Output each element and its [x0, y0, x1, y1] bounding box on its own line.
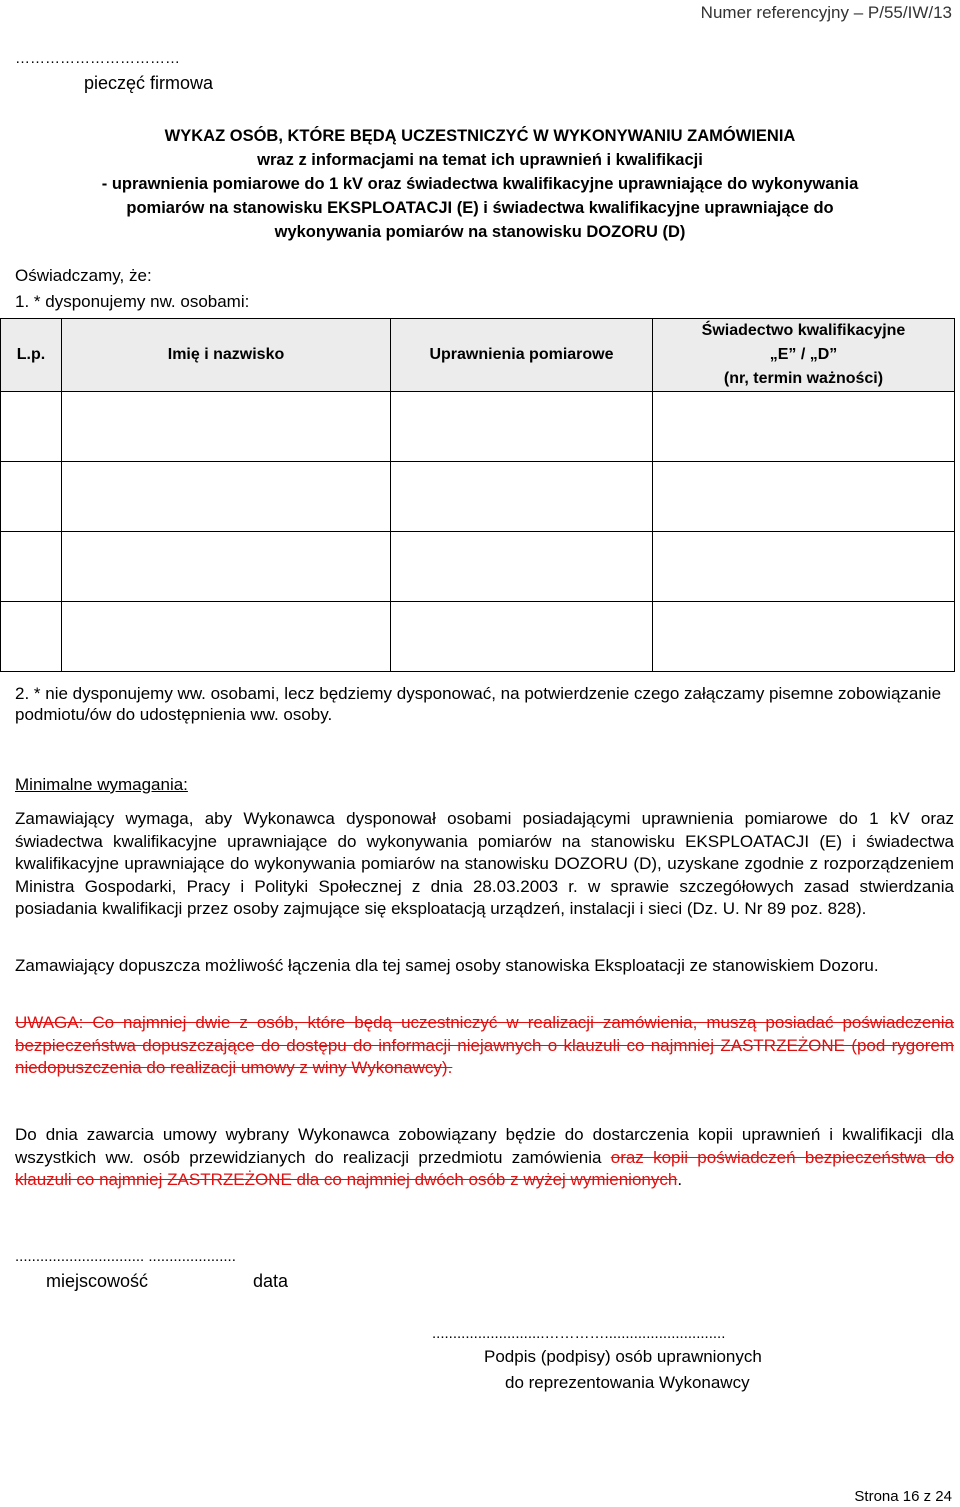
title-line-5: wykonywania pomiarów na stanowisku DOZORU (D) [274, 223, 686, 241]
signature-dots: ...........................…………............................. [432, 1325, 726, 1342]
place-label: miejscowość [46, 1271, 149, 1291]
requirements-paragraph-2: Zamawiający dopuszcza możliwość łączenia dla tej samej osoby stanowiska Eksploatacji ze stanowiskiem Dozoru. [15, 956, 879, 975]
table-row [1, 392, 955, 462]
table-row [1, 602, 955, 672]
cell-certificate[interactable] [653, 532, 955, 602]
requirements-paragraph-1: Zamawiający wymaga, aby Wykonawca dysponował osobami posiadającymi uprawnienia pomiarowe do 1 kV oraz świadectwa kwalifikacyjne uprawniające do wykonywania pomiarów na stanowisku EKSPLOATACJI (E) i świadectwa kwalifikacyjne uprawniające do wykonywania pomiarów na stanowisku DOZORU (D), uzyskane zgodnie z rozporządzeniem Ministra Gospodarki, Pracy i Polityki Społecznej z dnia 28.03.2003 r. w sprawie szczegółowych zasad stwierdzania posiadania kwalifikacji przez osoby zajmujące się eksploatacją urządzeń, instalacji i sieci (Dz. U. Nr 89 poz. 828). [15, 809, 954, 918]
declaration-intro: Oświadczamy, że: [15, 266, 152, 285]
title-line-4: pomiarów na stanowisku EKSPLOATACJI (E) i świadectwa kwalifikacyjne uprawniające do [126, 199, 834, 217]
table-header-row [1, 319, 955, 392]
header-certificate-line-3: (nr, termin ważności) [723, 370, 884, 387]
declaration-item-2: 2. * nie dysponujemy ww. osobami, lecz będziemy dysponować, na potwierdzenie czego załączamy pisemne zobowiązanie podmiotu/ów do udostępnienia ww. osoby. [15, 684, 942, 724]
cell-lp[interactable] [1, 602, 62, 672]
cell-name[interactable] [62, 602, 391, 672]
stamp-label: pieczęć firmowa [84, 73, 214, 93]
header-certificate-line-2: „E” / „D” [769, 346, 838, 363]
requirements-heading: Minimalne wymagania: [15, 775, 188, 794]
header-certificate [653, 319, 955, 392]
title-line-3: - uprawnienia pomiarowe do 1 kV oraz świadectwa kwalifikacyjne uprawniające do wykonywania [101, 175, 859, 193]
date-label: data [253, 1271, 289, 1291]
cell-name[interactable] [62, 532, 391, 602]
uwaga-struck-paragraph: UWAGA: Co najmniej dwie z osób, które będą uczestniczyć w realizacji zamówienia, muszą posiadać poświadczenia bezpieczeństwa dopuszczające do dostępu do informacji niejawnych o klauzuli co najmniej ZASTRZEŻONE (pod rygorem niedopuszczenia do realizacji umowy z winy Wykonawcy). [15, 1013, 954, 1077]
table-row [1, 462, 955, 532]
declaration-item-1: 1. * dysponujemy nw. osobami: [15, 292, 250, 311]
cell-lp[interactable] [1, 392, 62, 462]
cell-permissions[interactable] [391, 392, 653, 462]
title-line-1: WYKAZ OSÓB, KTÓRE BĘDĄ UCZESTNICZYĆ W WYKONYWANIU ZAMÓWIENIA [164, 127, 796, 145]
persons-table [0, 318, 955, 672]
cell-certificate[interactable] [653, 462, 955, 532]
table-row [1, 532, 955, 602]
signature-label-1: Podpis (podpisy) osób uprawnionych [484, 1347, 762, 1366]
cell-name[interactable] [62, 462, 391, 532]
requirements-paragraph-4 [15, 1124, 954, 1192]
para4-struck: oraz kopii poświadczeń bezpieczeństwa do klauzuli co najmniej ZASTRZEŻONE dla co najmniej dwóch osób z wyżej wymienionych [15, 1147, 955, 1189]
page-number: Strona 16 z 24 [854, 1488, 952, 1505]
cell-certificate[interactable] [653, 602, 955, 672]
cell-permissions[interactable] [391, 532, 653, 602]
title-line-2: wraz z informacjami na temat ich uprawnień i kwalifikacji [257, 151, 703, 169]
header-permissions: Uprawnienia pomiarowe [391, 319, 653, 392]
cell-lp[interactable] [1, 532, 62, 602]
para4-normal: Do dnia zawarcia umowy wybrany Wykonawca zobowiązany będzie do dostarczenia kopii uprawnień i kwalifikacji dla wszystkich ww. osób przewidzianych do realizacji przedmiotu zamówienia [15, 1125, 954, 1167]
cell-name[interactable] [62, 392, 391, 462]
stamp-dots: …………………………… [15, 50, 180, 67]
reference-number: Numer referencyjny – P/55/IW/13 [700, 3, 952, 22]
header-certificate-line-1: Świadectwo kwalifikacyjne [701, 322, 906, 339]
cell-certificate[interactable] [653, 392, 955, 462]
cell-lp[interactable] [1, 462, 62, 532]
cell-permissions[interactable] [391, 602, 653, 672]
cell-permissions[interactable] [391, 462, 653, 532]
header-name: Imię i nazwisko [62, 319, 391, 392]
header-lp: L.p. [1, 319, 62, 392]
place-date-dots: ............................... ..................... [15, 1248, 236, 1265]
signature-label-2: do reprezentowania Wykonawcy [505, 1373, 750, 1392]
document-title [0, 124, 960, 244]
para4-end: . [677, 1170, 683, 1189]
